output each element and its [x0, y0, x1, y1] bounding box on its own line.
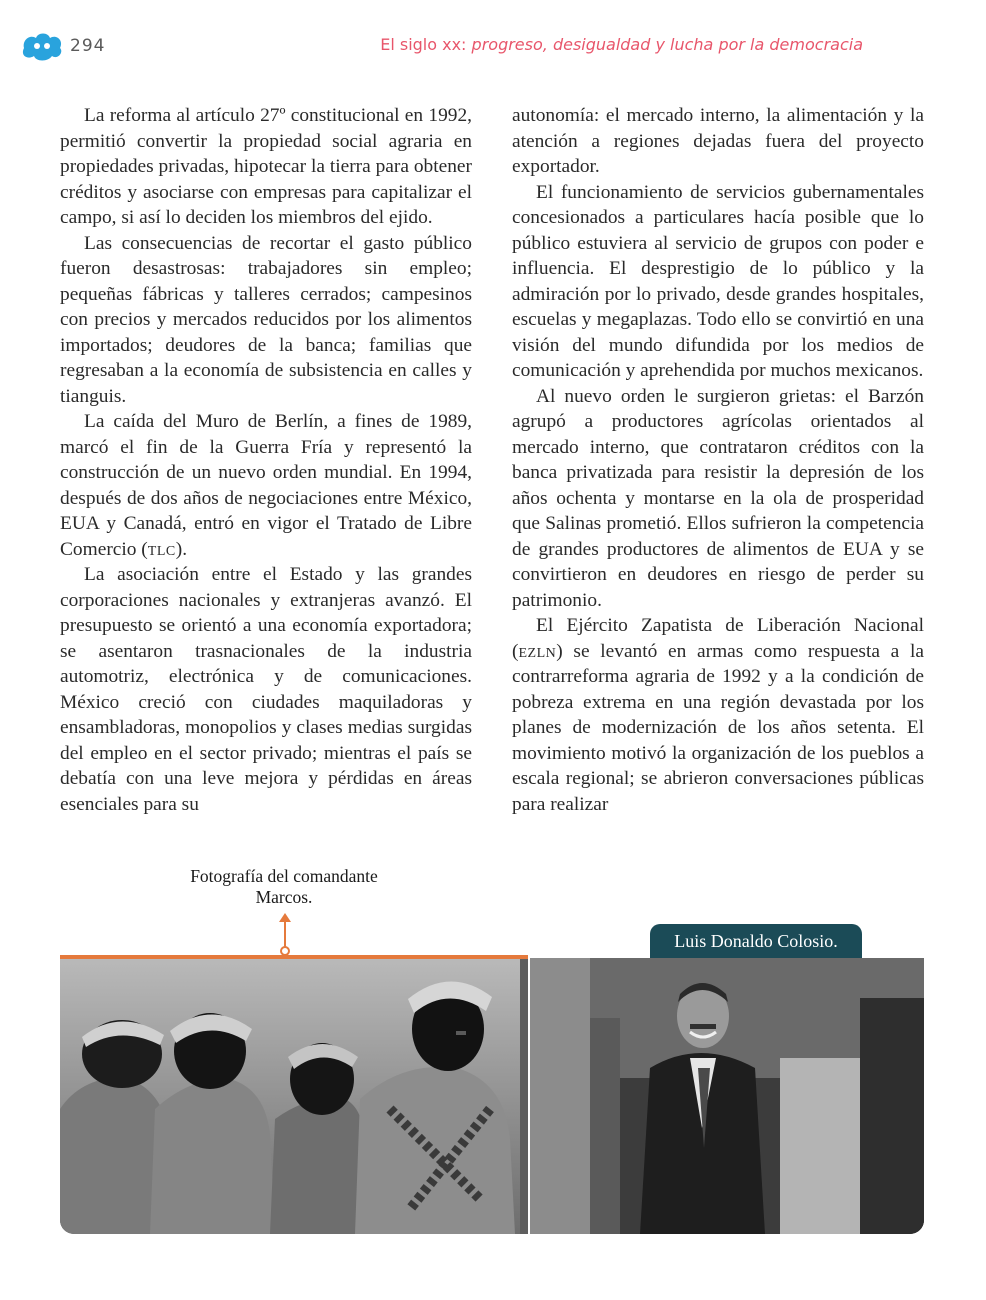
book-series-logo-icon — [20, 30, 64, 62]
paragraph: Al nuevo orden le surgieron grietas: el Barzón agrupó a productores agrícolas orientados al mercado interno, que contrataron créditos con la banca privatizada para resistir la depresión de los años ochenta y montarse en la ola de prosperidad que Salinas prometió. Ellos sufrieron la competencia de grandes productores de alimentos de EUA y se convirtieron en deudores en riesgo de perder su patrimonio. — [512, 385, 924, 611]
paragraph-continued: autonomía: el mercado interno, la alimentación y la atención a regiones dejadas fuera del proyecto exportador. — [512, 105, 924, 177]
paragraph — [512, 613, 924, 817]
page-header — [0, 0, 986, 80]
running-head — [380, 35, 863, 54]
paragraph-text: La caída del Muro de Berlín, a fines de 1989, marcó el fin de la Guerra Fría y representó la construcción de un nuevo orden mundial. En 1994, después de dos años de negociaciones entre México, EUA y Canadá, entró en vigor el Tratado de Libre Comercio ( — [60, 411, 472, 560]
paragraph-text: ). — [175, 538, 188, 560]
paragraph-text: ) se levantó en armas como respuesta a la contrarreforma agraria de 1992 y a la condición de pobreza extrema en una región devastada por los planes de modernización de los años setenta. El movimiento motivó la organización de los pueblos a escala regional; se abrieron conversaciones públicas para realizar — [512, 640, 924, 815]
running-head-italic: progreso, desigualdad y lucha por la democracia — [471, 35, 863, 54]
marcos-photo — [60, 959, 528, 1234]
abbreviation: tlc — [147, 538, 176, 560]
paragraph: Las consecuencias de recortar el gasto público fueron desastrosas: trabajadores sin empleo; pequeñas fábricas y talleres cerrados; campesinos con precios y mercados reducidos por los alimentos importados; deudores de la banca; familias que regresaban a la economía de subsistencia en calles y tianguis. — [60, 232, 472, 407]
caption-pointer-line — [284, 916, 286, 948]
paragraph: El funcionamiento de servicios gubernamentales concesionados a particulares hacía posible que lo público estuviera al servicio de grupos con poder e influencia. El desprestigio de lo público y la admiración por lo privado, desde grandes hospitales, escuelas y megaplazas. Todo ello se convirtió en una visión del mundo difundida por los medios de comunicación y aprehendida por muchos mexicanos. — [512, 181, 924, 381]
paragraph: La reforma al artículo 27º constitucional en 1992, permitió convertir la propiedad social agraria en propiedades privadas, hipotecar la tierra para obtener créditos y asociarse con empresas para capitalizar el campo, si así lo deciden los miembros del ejido. — [60, 105, 472, 228]
marcos-photo-caption: Fotografía del comandante Marcos. — [190, 866, 378, 907]
left-text-column — [60, 103, 472, 817]
colosio-photo — [530, 958, 924, 1234]
colosio-photo-caption: Luis Donaldo Colosio. — [650, 924, 862, 958]
paragraph-text: El Ejército Zapatista de Liberación Nacional ( — [512, 615, 924, 662]
running-head-plain: El siglo xx: — [380, 35, 467, 54]
abbreviation: ezln — [518, 640, 557, 662]
page-number: 294 — [70, 36, 106, 56]
paragraph: La asociación entre el Estado y las grandes corporaciones nacionales y extranjeras avanzó. El presupuesto se orientó a una economía exportadora; se asentaron trasnacionales de la industria automotriz, electrónica y de comunicaciones. México creció con ciudades maquiladoras y ensambladoras, monopolios y clases medias surgidas del empleo en el sector privado; mientras el país se debatía con una leve mejora y pérdidas en áreas esenciales para su — [60, 564, 472, 815]
paragraph — [60, 409, 472, 562]
right-text-column — [512, 103, 924, 817]
